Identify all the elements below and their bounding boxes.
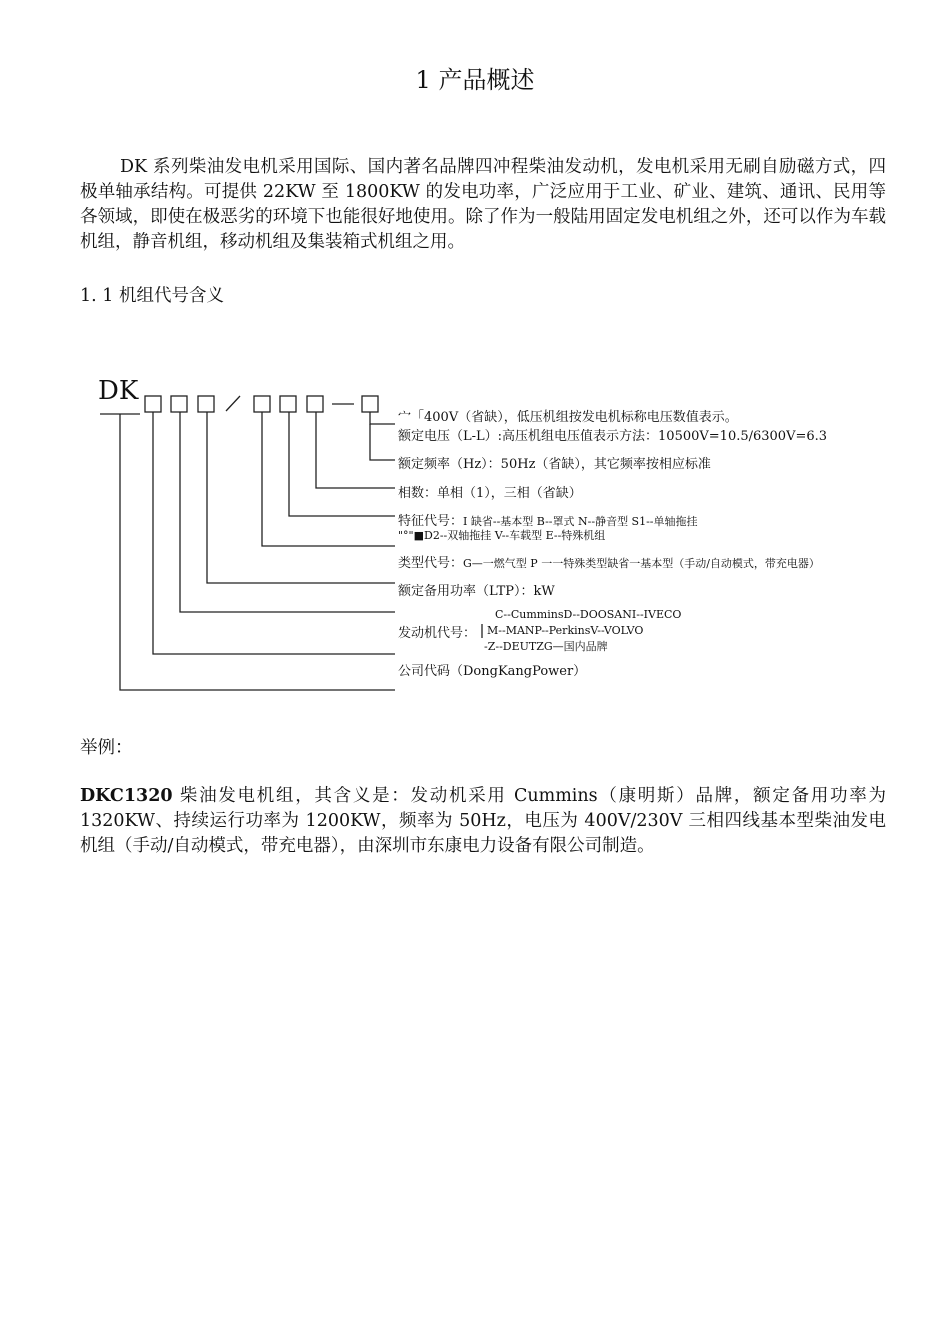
code-prefix: DK — [98, 376, 139, 406]
page-title: 1 产品概述 — [415, 66, 535, 94]
engine-line-3: -Z--DEUTZG—国内品牌 — [484, 640, 608, 653]
example-code: DKC1320 — [80, 786, 173, 806]
type-text: G—一燃气型 P 一一特殊类型缺省一基本型（手动/自动模式，带充电器） — [463, 557, 820, 570]
example-text: 柴油发电机组，其含义是：发动机采用 Cummins（康明斯）品牌，额定备用功率为 1320KW、持续运行功率为 1200KW，频率为 50Hz，电压为 400V/230V 三相四线基本型柴油发电机组（手动/自动模式，带充电器），由深圳市东康电力设备有限公司制造。 — [80, 786, 886, 856]
feature-line-1: I 缺省--基本型 B--罩式 N--静音型 S1--单轴拖挂 — [463, 515, 698, 528]
company-label: 公司代码（DongKangPower） — [398, 664, 587, 679]
code-box-6 — [307, 396, 323, 412]
feature-line-2: "°"■D2--双轴拖挂 V--车载型 E--特殊机组 — [398, 529, 606, 542]
code-box-2 — [171, 396, 187, 412]
type-code — [398, 552, 820, 571]
engine-label: 发动机代号： — [398, 626, 477, 641]
engine-line-1: C--CumminsD--DOOSANI--IVECO — [495, 608, 682, 621]
voltage-label: 额定电压（L-L）:高压机组电压值表示方法：10500V=10.5/6300V=6.3 — [398, 429, 828, 444]
frequency-label: 额定频率（Hz）：50Hz（省缺），其它频率按相应标准 — [398, 457, 711, 472]
code-box-5 — [280, 396, 296, 412]
code-box-1 — [145, 396, 161, 412]
type-label: 类型代号： — [398, 556, 464, 571]
code-box-4 — [254, 396, 270, 412]
code-box-3 — [198, 396, 214, 412]
feature-label: 特征代号： — [398, 514, 464, 529]
intro-paragraph: DK 系列柴油发电机采用国际、国内著名品牌四冲程柴油发动机，发电机采用无刷自励磁方式，四极单轴承结构。可提供 22KW 至 1800KW 的发电功率，广泛应用于工业、矿业、建筑、通讯、民用等各领域，即使在极恶劣的环境下也能很好地使用。除了作为一般陆用固定发电机组之外，还可以作为车载机组，静音机组，移动机组及集装箱式机组之用。 — [80, 157, 886, 252]
example-paragraph — [80, 784, 886, 859]
engine-line-2: M--MANP--PerkinsV--VOLVO — [487, 624, 644, 637]
voltage-note: 宀「400V（省缺），低压机组按发电机标称电压数值表示。 — [398, 410, 738, 425]
section-heading: 1. 1 机组代号含义 — [80, 286, 224, 306]
power-label: 额定备用功率（LTP）：kW — [398, 584, 555, 599]
example-heading: 举例： — [80, 738, 133, 758]
phase-label: 相数：单相（1），三相（省缺） — [398, 486, 582, 501]
code-box-7 — [362, 396, 378, 412]
